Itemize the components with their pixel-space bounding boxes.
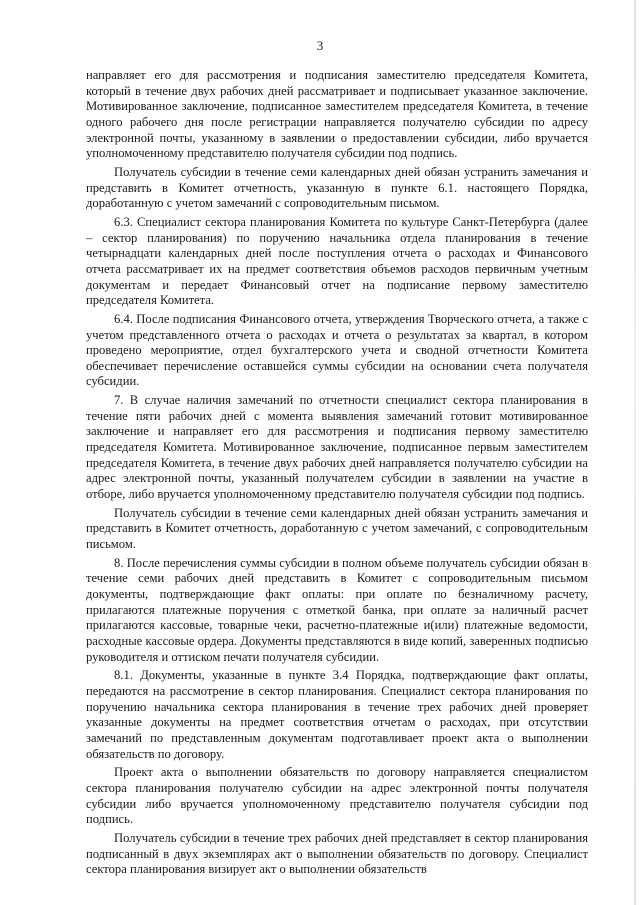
page-number: 3 bbox=[316, 38, 324, 53]
paragraph-8-1: 8.1. Документы, указанные в пункте 3.4 Порядка, подтверждающие факт оплаты, передаются на рассмотрение в сектор планирования. Специалист сектора планирования по поручению начальника сектора планирования в течение трех рабочих дней проверяет указанные документы на предмет соответствия отчетам о расходах, при отсутствии замечаний по представленным документам подготавливает проект акта о выполнении обязательств по договору. bbox=[86, 668, 588, 761]
paragraph-7: 7. В случае наличия замечаний по отчетности специалист сектора планирования в течение пяти рабочих дней с момента выявления замечаний готовит мотивированное заключение и направляет его для рассмотрения и подписания первому заместителю председателя Комитета. Мотивированное заключение, подписанное первым заместителем председателя Комитета, в течение двух рабочих дней направляется получателю субсидии на адрес электронной почты, указанный получателем субсидии в заявлении на участие в отборе, либо вручается уполномоченному представителю получателя субсидии под подпись. bbox=[86, 393, 588, 502]
paragraph-8: 8. После перечисления суммы субсидии в полном объеме получатель субсидии обязан в течение семи рабочих дней представить в Комитет с сопроводительным письмом документы, подтверждающие факт оплаты: при оплате по безналичному расчету, прилагаются платежные поручения с отметкой банка, при оплате за наличный расчет прилагаются кассовые, товарные чеки, расчетно-платежные и(или) платежные ведомости, расходные кассовые ордера. Документы представляются в виде копий, заверенных подписью руководителя и оттиском печати получателя субсидии. bbox=[86, 555, 588, 664]
paragraph-recipient-corrections: Получатель субсидии в течение семи календарных дней обязан устранить замечания и представить в Комитет отчетность, указанную в пункте 6.1. настоящего Порядка, доработанную с учетом замечаний с сопроводительным письмом. bbox=[86, 164, 588, 211]
paragraph-act-draft: Проект акта о выполнении обязательств по договору направляется специалистом сектора планирования получателю субсидии на адрес электронной почты получателя субсидии либо вручается уполномоченному представителю получателя субсидии под подпись. bbox=[86, 765, 588, 827]
paragraph-act-signing: Получатель субсидии в течение трех рабочих дней представляет в сектор планирования подписанный в двух экземплярах акт о выполнении обязательств по договору. Специалист сектора планирования визирует акт о выполнении обязательств bbox=[86, 830, 588, 877]
paragraph-6-3: 6.3. Специалист сектора планирования Комитета по культуре Санкт-Петербурга (далее – сектор планирования) по поручению начальника отдела планирования в течение четырнадцати календарных дней после поступления отчета о расходах и Финансового отчета рассматривает их на предмет соответствия объемов расходов первичным учетным документам и передает Финансовый отчет на подписание первому заместителю председателя Комитета. bbox=[86, 214, 588, 308]
paragraph-continuation: направляет его для рассмотрения и подписания заместителю председателя Комитета, который в течение двух рабочих дней рассматривает и подписывает указанное заключение. Мотивированное заключение, подписанное заместителем председателя Комитета, в течение одного рабочего дня после регистрации направляется получателю субсидии по адресу электронной почты, указанному в заявлении о предоставлении субсидии, либо вручается уполномоченному представителю получателя субсидии под подпись. bbox=[86, 68, 588, 161]
document-body bbox=[86, 68, 588, 881]
paragraph-6-4: 6.4. После подписания Финансового отчета, утверждения Творческого отчета, а также с учетом представленного отчета о расходах и отчета о результатах за квартал, в котором проведено мероприятие, отдел бухгалтерского учета и сводной отчетности Комитета обеспечивает перечисление оставшейся суммы субсидии на основании счета получателя субсидии. bbox=[86, 311, 588, 389]
scan-edge-shadow bbox=[634, 0, 636, 905]
paragraph-recipient-corrections-2: Получатель субсидии в течение семи календарных дней обязан устранить замечания и представить в Комитет отчетность, доработанную с учетом замечаний, с сопроводительным письмом. bbox=[86, 505, 588, 552]
